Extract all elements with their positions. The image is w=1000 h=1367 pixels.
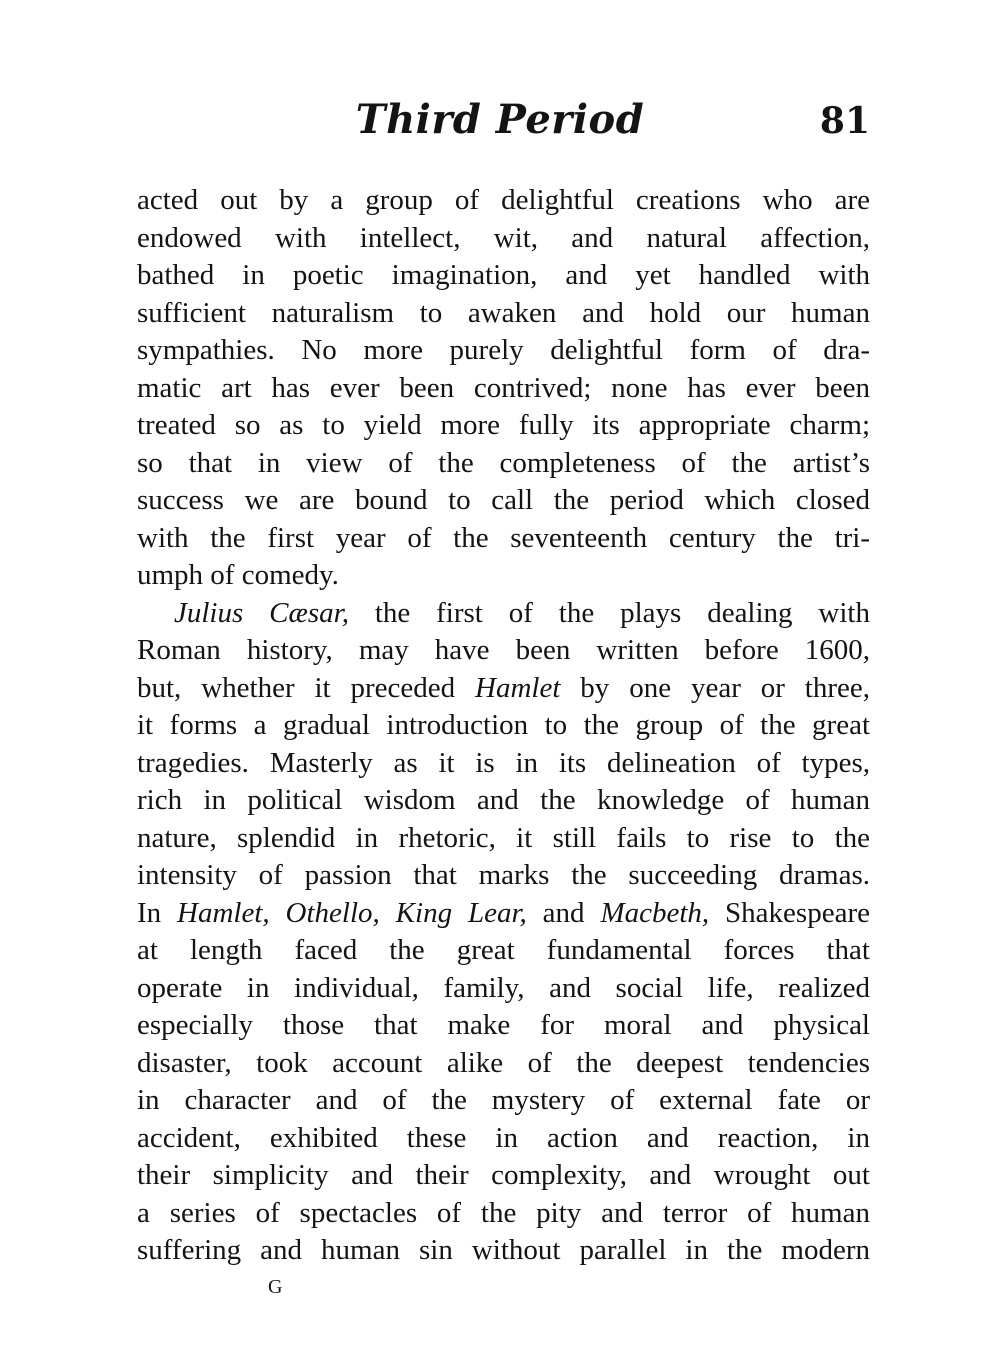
page-number: 81	[819, 100, 870, 142]
text-line: acted out by a group of delightful creations who are	[137, 184, 870, 216]
text-line	[137, 670, 870, 708]
text-line: disaster, took account alike of the deepest tendencies	[137, 1046, 870, 1079]
text-fragment: by one year or three,	[560, 671, 870, 704]
page-title: Third Period	[355, 96, 645, 143]
italic-title: Julius Cæsar,	[174, 596, 349, 629]
text-line: sufficient naturalism to awaken and hold our human	[137, 296, 870, 329]
text-line: endowed with intellect, wit, and natural affection,	[137, 221, 870, 254]
text-line: especially those that make for moral and physical	[137, 1009, 870, 1041]
text-line: so that in view of the completeness of the artist’s	[137, 446, 870, 479]
text-line: tragedies. Masterly as it is in its delineation of types,	[137, 746, 870, 779]
italic-title: Hamlet, Othello, King Lear,	[177, 896, 527, 929]
body-text	[137, 182, 870, 1270]
text-line: treated so as to yield more fully its appropriate charm;	[137, 409, 870, 441]
text-line: accident, exhibited these in action and reaction, in	[137, 1121, 870, 1154]
paragraph-first-line	[137, 595, 870, 633]
text-line: in character and of the mystery of external fate or	[137, 1084, 870, 1116]
text-line: sympathies. No more purely delightful form of dra-	[137, 334, 870, 366]
text-line: nature, splendid in rhetoric, it still fails to rise to the	[137, 821, 870, 854]
text-line	[137, 895, 870, 933]
text-line: a series of spectacles of the pity and terror of human	[137, 1196, 870, 1229]
italic-title: Hamlet	[475, 671, 561, 704]
text-line: their simplicity and their complexity, and wrought out	[137, 1159, 870, 1191]
text-line: matic art has ever been contrived; none has ever been	[137, 371, 870, 404]
text-line: it forms a gradual introduction to the group of the great	[137, 709, 870, 741]
text-line: with the first year of the seventeenth century the tri-	[137, 521, 870, 554]
text-line: at length faced the great fundamental forces that	[137, 934, 870, 966]
text-line: operate in individual, family, and social life, realized	[137, 971, 870, 1004]
italic-title: Macbeth,	[600, 896, 710, 929]
text-line: bathed in poetic imagination, and yet handled with	[137, 259, 870, 291]
text-line: suffering and human sin without parallel in the modern	[137, 1234, 870, 1266]
text-fragment: and	[526, 896, 601, 929]
text-line: Roman history, may have been written before 1600,	[137, 634, 870, 666]
text-line: success we are bound to call the period which closed	[137, 484, 870, 516]
text-line: umph of comedy.	[137, 559, 339, 591]
signature-mark: G	[268, 1276, 283, 1298]
text-fragment: the first of the plays dealing with	[348, 596, 870, 629]
text-line: intensity of passion that marks the succeeding dramas.	[137, 859, 870, 891]
text-line: rich in political wisdom and the knowledge of human	[137, 784, 870, 816]
text-fragment: Shakespeare	[709, 896, 870, 929]
text-fragment: but, whether it preceded	[137, 671, 476, 704]
text-fragment: In	[137, 896, 178, 929]
